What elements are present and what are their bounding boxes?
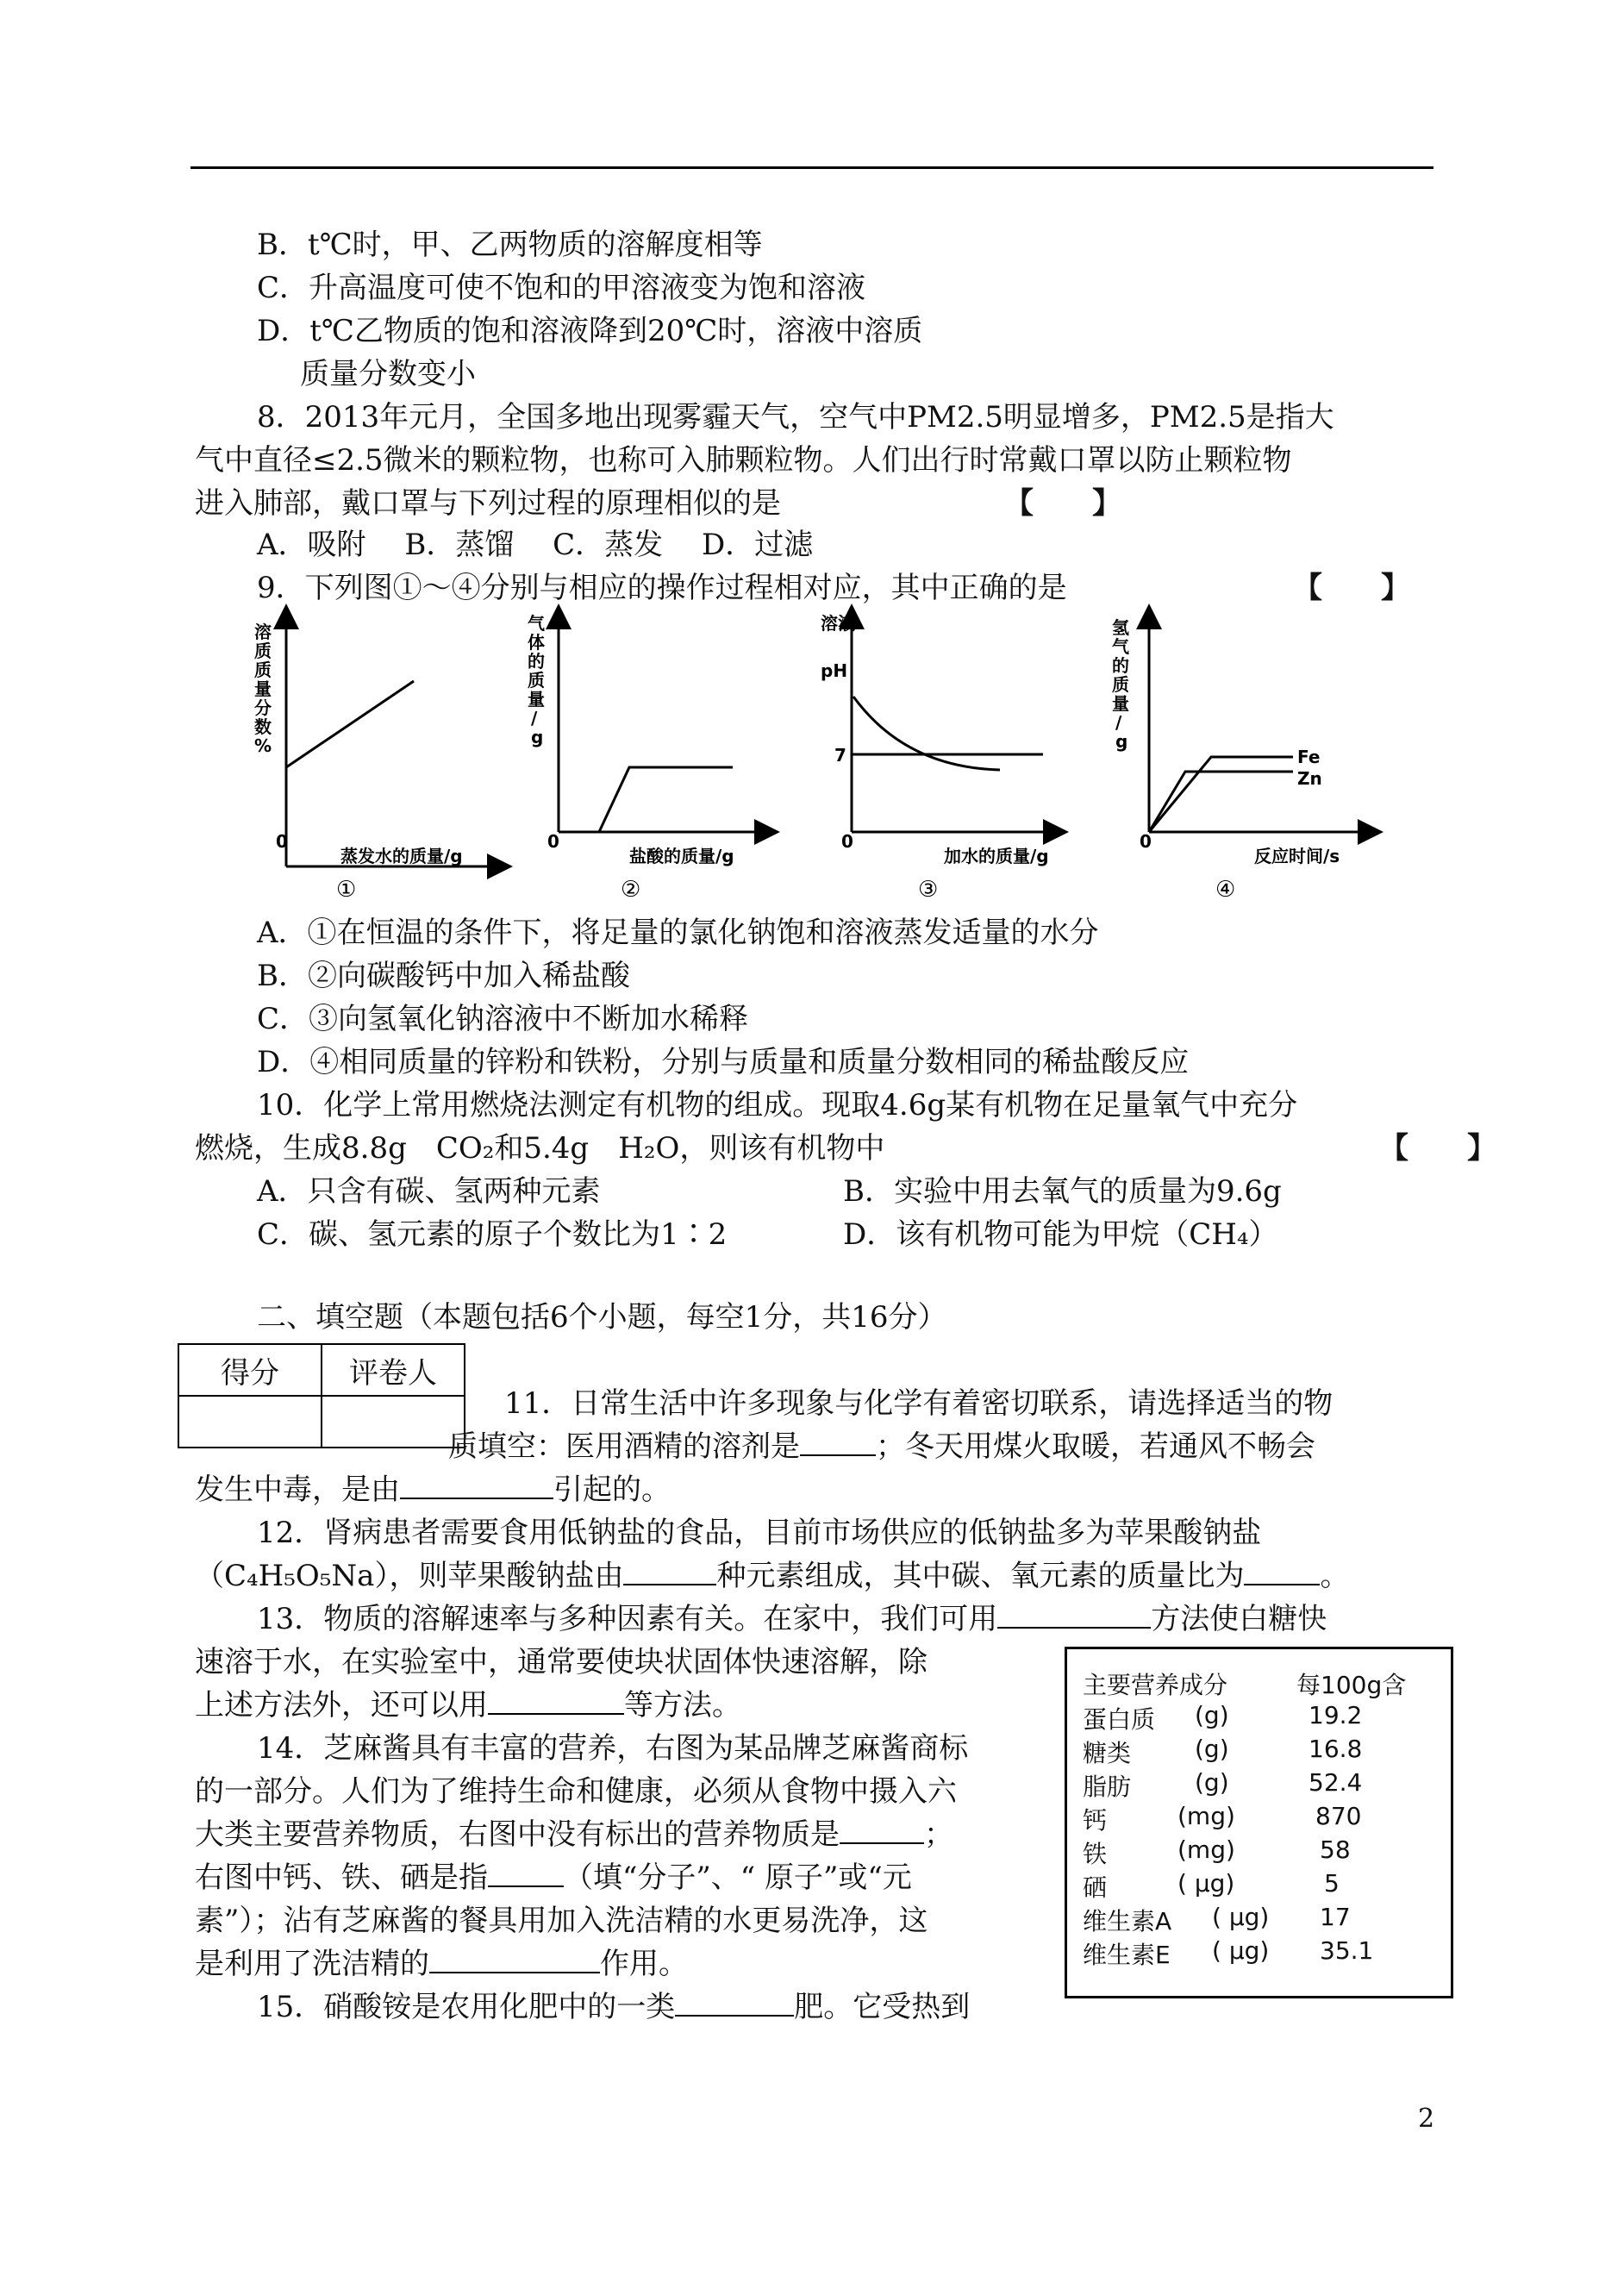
q14-blank-2[interactable] bbox=[488, 1861, 564, 1887]
q10-answer-bracket: 【 】 bbox=[1379, 1131, 1496, 1166]
q11-line2 bbox=[448, 1429, 1315, 1465]
g4-ylabel: 氢气的质量/ g bbox=[1112, 617, 1129, 752]
q9-option-a: A．①在恒温的条件下，将足量的氯化钠饱和溶液蒸发适量的水分 bbox=[257, 916, 1099, 950]
q14-text-d: （填“分子”、“ 原子”或“元 bbox=[564, 1860, 912, 1895]
q7-option-c: C．升高温度可使不饱和的甲溶液变为饱和溶液 bbox=[257, 271, 866, 305]
g4-origin: 0 bbox=[1140, 831, 1152, 852]
g4-fe-label: Fe bbox=[1297, 747, 1321, 767]
q9-option-d: D．④相同质量的锌粉和铁粉，分别与质量和质量分数相同的稀盐酸反应 bbox=[257, 1045, 1190, 1079]
nutrition-value: 16.8 bbox=[1309, 1735, 1363, 1763]
score-table bbox=[178, 1343, 465, 1448]
g1-origin: 0 bbox=[276, 831, 288, 852]
nutrition-header bbox=[1083, 1667, 1445, 1699]
g3-number: ③ bbox=[918, 877, 939, 903]
q10-option-a: A．只含有碳、氢两种元素 bbox=[257, 1174, 601, 1209]
q9-stem: 9．下列图①～④分别与相应的操作过程相对应，其中正确的是 bbox=[257, 571, 1067, 605]
g3-ylabel-ph: pH bbox=[821, 660, 848, 681]
q12-text-a: （C₄H₅O₅Na），则苹果酸钠盐由 bbox=[195, 1559, 624, 1593]
g3-xlabel: 加水的质量/g bbox=[944, 846, 1049, 866]
q13-text-a: 13．物质的溶解速率与多种因素有关。在家中，我们可用 bbox=[257, 1602, 998, 1636]
q7-option-d: D．t℃乙物质的饱和溶液降到20℃时，溶液中溶质 bbox=[257, 314, 923, 348]
nutrition-name: 铁 bbox=[1083, 1840, 1108, 1868]
q14-line2: 的一部分。人们为了维持生命和健康，必须从食物中摄入六 bbox=[195, 1774, 957, 1809]
q11-blank-1[interactable] bbox=[800, 1430, 876, 1456]
nutrition-name: 钙 bbox=[1083, 1806, 1108, 1835]
nutrition-name: 糖类 bbox=[1083, 1739, 1132, 1767]
g1-xlabel: 蒸发水的质量/g bbox=[340, 846, 463, 866]
q12-line2 bbox=[195, 1559, 1349, 1594]
q15-text-a: 15．硝酸铵是农用化肥中的一类 bbox=[257, 1990, 676, 2024]
nutrition-row bbox=[1083, 1802, 1445, 1835]
q8-line3: 进入肺部，戴口罩与下列过程的原理相似的是 bbox=[195, 486, 781, 521]
q12-text-c: 。 bbox=[1320, 1559, 1350, 1593]
graph-2 bbox=[528, 613, 767, 903]
nutrition-name: 维生素E bbox=[1083, 1941, 1171, 1969]
q11-line1: 11．日常生活中许多现象与化学有着密切联系，请选择适当的物 bbox=[504, 1386, 1334, 1421]
q14-line1: 14．芝麻酱具有丰富的营养，右图为某品牌芝麻酱商标 bbox=[257, 1731, 969, 1766]
g1-ylabel: 溶质质量分数% bbox=[254, 622, 272, 756]
nutrition-value: 17 bbox=[1320, 1903, 1351, 1931]
nutrition-unit: ( μg) bbox=[1177, 1869, 1235, 1898]
nutrition-name: 硒 bbox=[1083, 1873, 1108, 1902]
graph-4 bbox=[1112, 616, 1371, 903]
q14-text-b: ； bbox=[924, 1817, 953, 1852]
score-header: 得分 bbox=[178, 1344, 322, 1396]
q14-blank-3[interactable] bbox=[429, 1948, 600, 1973]
q7-option-b: B．t℃时，甲、乙两物质的溶解度相等 bbox=[257, 228, 763, 262]
nutrition-row bbox=[1083, 1701, 1445, 1734]
q13-line1 bbox=[257, 1602, 1327, 1637]
q14-line3 bbox=[195, 1817, 953, 1853]
q14-text-e: 是利用了洗洁精的 bbox=[195, 1947, 429, 1981]
nutrition-name: 脂肪 bbox=[1083, 1773, 1132, 1801]
g2-origin: 0 bbox=[547, 831, 559, 852]
nutrition-value: 35.1 bbox=[1320, 1936, 1374, 1965]
nutrition-value: 52.4 bbox=[1309, 1768, 1363, 1797]
grader-header: 评卷人 bbox=[322, 1344, 465, 1396]
nutrition-value: 5 bbox=[1324, 1869, 1340, 1898]
g3-tick-7: 7 bbox=[834, 745, 846, 766]
q10-option-c: C．碳、氢元素的原子个数比为1∶2 bbox=[257, 1217, 728, 1252]
page-number: 2 bbox=[1418, 2104, 1435, 2134]
q11-text-b: ；冬天用煤火取暖，若通风不畅会 bbox=[876, 1429, 1315, 1464]
q11-text-d: 引起的。 bbox=[553, 1473, 671, 1507]
q12-blank-2[interactable] bbox=[1244, 1560, 1320, 1585]
nutrition-label bbox=[1065, 1647, 1453, 1998]
nutrition-unit: (g) bbox=[1195, 1701, 1229, 1729]
score-cell[interactable] bbox=[178, 1396, 322, 1448]
g3-origin: 0 bbox=[841, 831, 853, 852]
q15-line1 bbox=[257, 1990, 970, 2025]
graph-1 bbox=[254, 616, 500, 903]
q14-line6 bbox=[195, 1947, 688, 1982]
q9-graphs bbox=[250, 603, 1396, 910]
nutrition-row bbox=[1083, 1735, 1445, 1767]
q13-text-d: 等方法。 bbox=[624, 1688, 741, 1723]
q9-option-b: B．②向碳酸钙中加入稀盐酸 bbox=[257, 959, 630, 993]
q14-line4 bbox=[195, 1860, 912, 1896]
grader-cell[interactable] bbox=[322, 1396, 465, 1448]
q11-line3 bbox=[195, 1473, 671, 1508]
nutrition-unit: ( μg) bbox=[1212, 1936, 1270, 1965]
nutrition-header-value: 每100g含 bbox=[1296, 1671, 1407, 1699]
q14-text-f: 作用。 bbox=[600, 1947, 688, 1981]
q15-text-b: 肥。它受热到 bbox=[794, 1990, 971, 2024]
q10-line1: 10．化学上常用燃烧法测定有机物的组成。现取4.6g某有机物在足量氧气中充分 bbox=[257, 1088, 1298, 1122]
nutrition-value: 58 bbox=[1320, 1835, 1351, 1864]
q10-option-d: D．该有机物可能为甲烷（CH₄） bbox=[843, 1217, 1278, 1252]
q13-blank-1[interactable] bbox=[997, 1603, 1151, 1629]
section-2-title: 二、填空题（本题包括6个小题，每空1分，共16分） bbox=[257, 1300, 947, 1335]
q14-text-c: 右图中钙、铁、硒是指 bbox=[195, 1860, 488, 1895]
nutrition-unit: (mg) bbox=[1177, 1802, 1235, 1830]
q11-blank-2[interactable] bbox=[400, 1473, 553, 1499]
nutrition-row bbox=[1083, 1869, 1445, 1902]
g1-number: ① bbox=[336, 877, 357, 903]
q8-options: A．吸附 B．蒸馏 C．蒸发 D．过滤 bbox=[257, 528, 814, 562]
nutrition-row bbox=[1083, 1835, 1445, 1868]
q12-blank-1[interactable] bbox=[623, 1560, 716, 1585]
q7-option-d-cont: 质量分数变小 bbox=[300, 357, 476, 391]
q13-text-c: 上述方法外，还可以用 bbox=[195, 1688, 488, 1723]
q13-line2: 速溶于水，在实验室中，通常要使块状固体快速溶解，除 bbox=[195, 1645, 928, 1679]
header-rule bbox=[191, 166, 1433, 169]
q9-answer-bracket: 【 】 bbox=[1293, 571, 1410, 605]
q10-line2: 燃烧，生成8.8g CO₂和5.4g H₂O，则该有机物中 bbox=[195, 1131, 885, 1166]
g2-ylabel: 气体的质量/ g bbox=[528, 613, 545, 747]
graph-3 bbox=[821, 613, 1056, 903]
g4-xlabel: 反应时间/s bbox=[1254, 846, 1340, 866]
q11-text-c: 发生中毒，是由 bbox=[195, 1473, 400, 1507]
q13-text-b: 方法使白糖快 bbox=[1151, 1602, 1327, 1636]
q14-blank-1[interactable] bbox=[840, 1818, 924, 1844]
q11-text-a: 质填空：医用酒精的溶剂是 bbox=[448, 1429, 800, 1464]
q12-text-b: 种元素组成，其中碳、氧元素的质量比为 bbox=[716, 1559, 1245, 1593]
nutrition-unit: (g) bbox=[1195, 1768, 1229, 1797]
q13-blank-2[interactable] bbox=[488, 1689, 624, 1715]
nutrition-header-name: 主要营养成分 bbox=[1083, 1671, 1228, 1699]
q13-line3 bbox=[195, 1688, 741, 1723]
nutrition-unit: (mg) bbox=[1177, 1835, 1235, 1864]
q15-blank-1[interactable] bbox=[675, 1991, 794, 2017]
q14-line5: 素”）；沾有芝麻酱的餐具用加入洗洁精的水更易洗净，这 bbox=[195, 1904, 928, 1938]
g2-xlabel: 盐酸的质量/g bbox=[629, 846, 734, 866]
g4-number: ④ bbox=[1215, 877, 1236, 903]
nutrition-row bbox=[1083, 1903, 1445, 1935]
q12-line1: 12．肾病患者需要食用低钠盐的食品，目前市场供应的低钠盐多为苹果酸钠盐 bbox=[257, 1516, 1262, 1550]
nutrition-name: 蛋白质 bbox=[1083, 1705, 1156, 1734]
g4-zn-label: Zn bbox=[1297, 768, 1322, 789]
nutrition-name: 维生素A bbox=[1083, 1907, 1172, 1935]
q8-line2: 气中直径≤2.5微米的颗粒物，也称可入肺颗粒物。人们出行时常戴口罩以防止颗粒物 bbox=[195, 443, 1292, 478]
nutrition-row bbox=[1083, 1936, 1445, 1969]
g3-ylabel: 溶液 bbox=[821, 613, 855, 634]
q14-text-a: 大类主要营养物质，右图中没有标出的营养物质是 bbox=[195, 1817, 840, 1852]
nutrition-unit: ( μg) bbox=[1212, 1903, 1270, 1931]
nutrition-value: 19.2 bbox=[1309, 1701, 1363, 1729]
q8-line1: 8．2013年元月，全国多地出现雾霾天气，空气中PM2.5明显增多，PM2.5是指大 bbox=[257, 400, 1334, 435]
g2-number: ② bbox=[621, 877, 641, 903]
nutrition-unit: (g) bbox=[1195, 1735, 1229, 1763]
nutrition-value: 870 bbox=[1315, 1802, 1362, 1830]
q9-option-c: C．③向氢氧化钠溶液中不断加水稀释 bbox=[257, 1002, 749, 1036]
q10-option-b: B．实验中用去氧气的质量为9.6g bbox=[843, 1174, 1282, 1209]
nutrition-row bbox=[1083, 1768, 1445, 1801]
q8-answer-bracket: 【 】 bbox=[1004, 486, 1121, 521]
